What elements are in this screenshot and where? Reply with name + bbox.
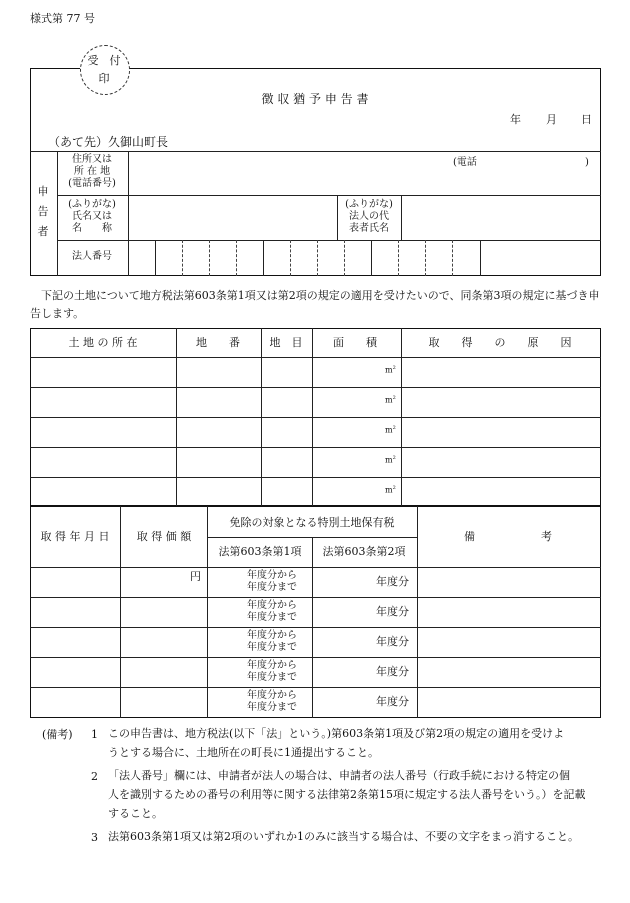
note-number: 2	[91, 770, 98, 783]
corp-number-label: 法人番号	[72, 251, 112, 262]
side-label-1: 申	[37, 185, 49, 198]
side-label-3: 者	[37, 225, 49, 238]
corp-digit-divider	[398, 240, 399, 276]
statement: 下記の土地について地方税法第603条第1項又は第2項の規定の適用を受けたいので、同条第3項の規定に基づき申告します。	[30, 289, 600, 320]
name-label-3: 名 称	[72, 223, 112, 234]
land-row-line	[30, 417, 601, 418]
corp-digit-divider	[425, 240, 426, 276]
phone-open: (電話	[453, 157, 477, 168]
note-line: 「法人番号」欄には、申請者が法人の場合は、申請者の法人番号（行政手続における特定の個	[108, 769, 570, 782]
address-label-2: 所 在 地	[73, 166, 111, 177]
date-month: 月	[546, 113, 557, 126]
name-label-1: (ふりがな)	[68, 199, 116, 210]
corp-digit-divider	[209, 240, 210, 276]
acq-header-remarks: 備 考	[464, 530, 552, 543]
note-number: 3	[91, 831, 98, 844]
note-line: 人を識別するための番号の利用等に関する法律第2条第15項に規定する法人番号をいう。）を記載	[108, 788, 586, 801]
fy-to: 年度分まで	[247, 582, 297, 593]
fy-from: 年度分から	[247, 570, 297, 581]
address-label-1: 住所又は	[72, 154, 112, 165]
corp-digit-divider	[263, 240, 264, 276]
land-header-area: 面 積	[333, 336, 377, 349]
corp-digit-divider	[371, 240, 372, 276]
side-label-2: 告	[37, 205, 49, 218]
fy-from: 年度分から	[247, 630, 297, 641]
fy-from: 年度分から	[247, 690, 297, 701]
acq-row-line	[30, 597, 601, 598]
fy-from: 年度分から	[247, 600, 297, 611]
fy-from: 年度分から	[247, 660, 297, 671]
corp-digit-divider	[452, 240, 453, 276]
fy-label: 年度分	[376, 605, 409, 618]
acq-header-date: 取 得 年 月 日	[40, 530, 110, 543]
acq-row-line	[30, 627, 601, 628]
fy-to: 年度分まで	[247, 612, 297, 623]
date-year: 年	[510, 113, 521, 126]
acq-row-line	[30, 687, 601, 688]
land-row-line	[30, 387, 601, 388]
acq-row-line	[30, 567, 601, 568]
land-header-cause: 取 得 の 原 因	[428, 336, 572, 349]
stamp-bottom: 印	[98, 72, 110, 85]
land-row-line	[30, 357, 601, 358]
land-header-number: 地 番	[196, 336, 240, 349]
date-day: 日	[581, 113, 592, 126]
area-unit: $m^2$	[385, 425, 396, 435]
acq-subheader-line	[207, 537, 417, 538]
area-unit: $m^2$	[385, 455, 396, 465]
note-line: すること。	[108, 807, 163, 820]
note-line: 法第603条第1項又は第2項のいずれか1のみに該当する場合は、不要の文字をまっ消すること。	[108, 830, 579, 843]
form-number: 様式第 77 号	[30, 12, 95, 25]
corp-digit-divider	[236, 240, 237, 276]
acq-header-art1: 法第603条第1項	[218, 545, 302, 558]
stamp-top: 受 付	[87, 54, 121, 67]
acq-row-line	[30, 657, 601, 658]
fy-label: 年度分	[376, 575, 409, 588]
land-row-line	[30, 447, 601, 448]
corp-digit-divider	[290, 240, 291, 276]
fy-to: 年度分まで	[247, 642, 297, 653]
notes-label: (備考)	[42, 728, 73, 741]
fy-to: 年度分まで	[247, 672, 297, 683]
name-label-2: 氏名又は	[72, 211, 112, 222]
note-line: この申告書は、地方税法(以下「法」という。)第603条第1項及び第2項の規定の適用を受けよ	[108, 727, 565, 740]
rep-label-1: (ふりがな)	[345, 199, 393, 210]
fy-label: 年度分	[376, 665, 409, 678]
rep-label-2: 法人の代	[349, 211, 389, 222]
acq-header-exempt: 免除の対象となる特別土地保有税	[229, 516, 395, 529]
corp-digit-divider	[155, 240, 156, 276]
area-unit: $m^2$	[385, 395, 396, 405]
fy-label: 年度分	[376, 635, 409, 648]
land-header-category: 地 目	[269, 336, 303, 349]
corp-digit-divider	[317, 240, 318, 276]
land-row-line	[30, 477, 601, 478]
fy-to: 年度分まで	[247, 702, 297, 713]
address-label-3: (電話番号)	[68, 178, 116, 189]
area-unit: $m^2$	[385, 365, 396, 375]
note-line: うとする場合に、土地所在の町長に1通提出すること。	[108, 746, 379, 759]
phone-close: )	[585, 157, 589, 168]
acq-header-price: 取 得 価 額	[136, 530, 192, 543]
acq-header-art2: 法第603条第2項	[322, 545, 406, 558]
receipt-stamp	[80, 45, 130, 95]
yen-unit: 円	[190, 570, 201, 583]
corp-digit-divider	[182, 240, 183, 276]
land-header-location: 土 地 の 所 在	[68, 336, 138, 349]
addressee: （あて先）久御山町長	[48, 135, 169, 149]
rep-label-3: 表者氏名	[349, 223, 389, 234]
area-unit: $m^2$	[385, 485, 396, 495]
corp-digit-divider	[344, 240, 345, 276]
fy-label: 年度分	[376, 695, 409, 708]
note-number: 1	[91, 728, 98, 741]
form-title: 徴 収 猶 予 申 告 書	[261, 92, 369, 106]
